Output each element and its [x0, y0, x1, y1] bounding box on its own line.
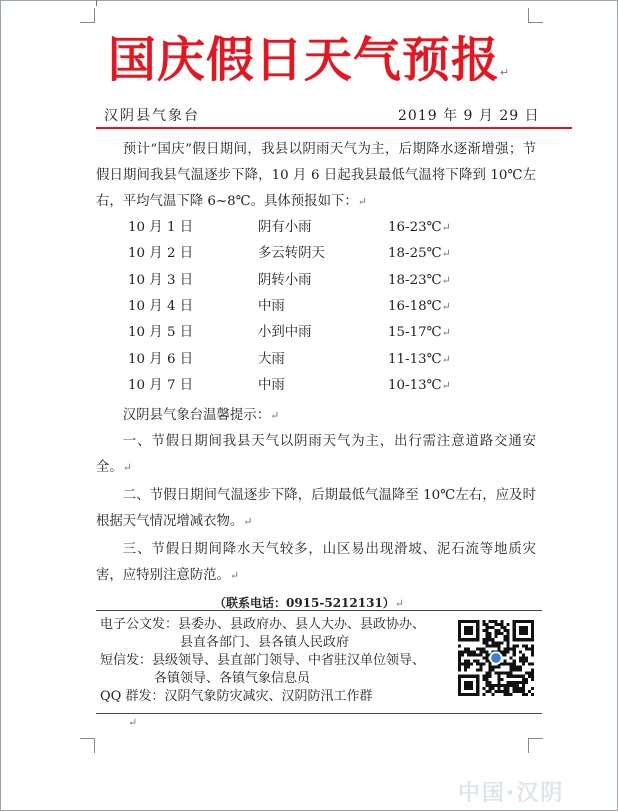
forecast-date: 10 月 6 日 — [128, 351, 194, 367]
qr-code-icon — [458, 620, 534, 696]
forecast-temperature-text: 10-13℃ — [388, 377, 442, 393]
paragraph-mark: ↵ — [357, 195, 367, 208]
paragraph-mark: ↵ — [243, 515, 253, 528]
tips-title-text: 汉阴县气象台温馨提示： — [122, 408, 271, 423]
distribution-line: 电子公文发：县委办、县政府办、县人大办、县政协办、 — [100, 617, 426, 632]
forecast-condition: 多云转阴天 — [258, 246, 325, 262]
forecast-row — [128, 347, 468, 373]
forecast-row — [128, 215, 468, 241]
forecast-temperature — [388, 268, 451, 294]
intro-paragraph — [96, 137, 536, 215]
forecast-row — [128, 294, 468, 320]
paragraph-mark: ↵ — [270, 409, 280, 422]
corner-mark-top-left — [80, 8, 95, 23]
distribution-line: 短信发：县级领导、县直部门领导、中省驻汉单位领导、 — [100, 653, 426, 668]
forecast-date: 10 月 3 日 — [128, 272, 194, 288]
document-title-text: 国庆假日天气预报 — [107, 32, 500, 88]
forecast-date: 10 月 7 日 — [128, 377, 194, 393]
intro-text: 预计“国庆”假日期间，我县以阴雨天气为主，后期降水逐渐增强；节假日期间我县气温逐步下降，10 月 6 日起我县最低气温将下降到 10℃左右，平均气温下降 6~8℃。具体预报如下： — [96, 142, 536, 209]
paragraph-mark: ↵ — [394, 597, 405, 610]
forecast-temperature — [388, 294, 451, 320]
paragraph-mark: ↵ — [441, 352, 451, 366]
forecast-condition: 阴有小雨 — [258, 220, 312, 235]
document-title — [0, 30, 618, 103]
forecast-temperature-text: 18-23℃ — [388, 272, 442, 288]
paragraph-mark: ↵ — [128, 716, 138, 729]
forecast-temperature — [388, 373, 451, 399]
distribution-line: 各镇领导、各镇气象信息员 — [154, 671, 311, 686]
distribution-line: QQ 群发：汉阴气象防灾减灾、汉阴防汛工作群 — [100, 689, 373, 704]
forecast-temperature — [388, 215, 451, 241]
forecast-date: 10 月 4 日 — [128, 298, 194, 314]
forecast-condition: 阴转小雨 — [258, 272, 312, 288]
tip-item — [96, 429, 536, 481]
watermark: 中国·汉阴 — [458, 781, 565, 806]
tip-text: 三、节假日期间降水天气较多，山区易出现滑坡、泥石流等地质灾害，应特别注意防范。 — [96, 542, 536, 583]
forecast-temperature-text: 16-23℃ — [388, 220, 442, 235]
tip-item — [96, 483, 536, 535]
paragraph-mark: ↵ — [499, 66, 511, 79]
tip-item — [96, 537, 536, 589]
forecast-row — [128, 320, 468, 346]
forecast-condition: 小到中雨 — [258, 325, 312, 341]
forecast-condition: 中雨 — [258, 298, 285, 314]
ruler-tick — [96, 0, 97, 6]
tip-text: 二、节假日期间气温逐步下降，后期最低气温降至 10℃左右，应及时根据天气情况增减衣物。 — [96, 488, 536, 529]
forecast-condition: 大雨 — [258, 351, 285, 367]
forecast-date: 10 月 5 日 — [128, 325, 194, 341]
distribution-line: 县直各部门、县各镇人民政府 — [180, 635, 350, 650]
forecast-condition: 中雨 — [258, 377, 285, 393]
paragraph-mark: ↵ — [441, 378, 451, 392]
forecast-temperature — [388, 347, 451, 373]
paragraph-mark: ↵ — [441, 326, 451, 340]
forecast-temperature-text: 15-17℃ — [388, 325, 442, 341]
forecast-date: 10 月 1 日 — [128, 220, 194, 235]
paragraph-mark: ↵ — [122, 461, 132, 474]
issuer: 汉阴县气象台 — [104, 108, 200, 124]
forecast-temperature-text: 16-18℃ — [388, 298, 442, 314]
paragraph-mark: ↵ — [229, 569, 240, 582]
distribution-bottom-rule — [96, 713, 542, 714]
forecast-temperature — [388, 241, 451, 267]
forecast-temperature-text: 18-25℃ — [388, 246, 442, 262]
forecast-row — [128, 268, 468, 294]
forecast-temperature — [388, 320, 451, 346]
corner-mark-bottom-left — [80, 738, 95, 753]
paragraph-mark: ↵ — [441, 247, 451, 261]
forecast-row — [128, 241, 468, 267]
paragraph-mark: ↵ — [441, 221, 451, 234]
forecast-temperature-text: 11-13℃ — [388, 351, 442, 367]
corner-mark-bottom-right — [528, 738, 543, 753]
tips-title — [96, 403, 536, 429]
paragraph-mark: ↵ — [441, 299, 451, 313]
tip-text: 一、节假日期间我县天气以阴雨天气为主，出行需注意道路交通安全。 — [96, 434, 536, 475]
distribution-top-rule — [96, 610, 542, 611]
corner-mark-top-right — [528, 8, 543, 23]
issue-date: 2019 年 9 月 29 日 — [398, 108, 540, 124]
paragraph-mark: ↵ — [441, 273, 451, 287]
contact-phone — [0, 594, 618, 611]
forecast-row — [128, 373, 468, 399]
red-divider — [96, 127, 572, 129]
forecast-date: 10 月 2 日 — [128, 246, 194, 262]
contact-text: （联系电话：0915-5212131） — [213, 596, 395, 610]
